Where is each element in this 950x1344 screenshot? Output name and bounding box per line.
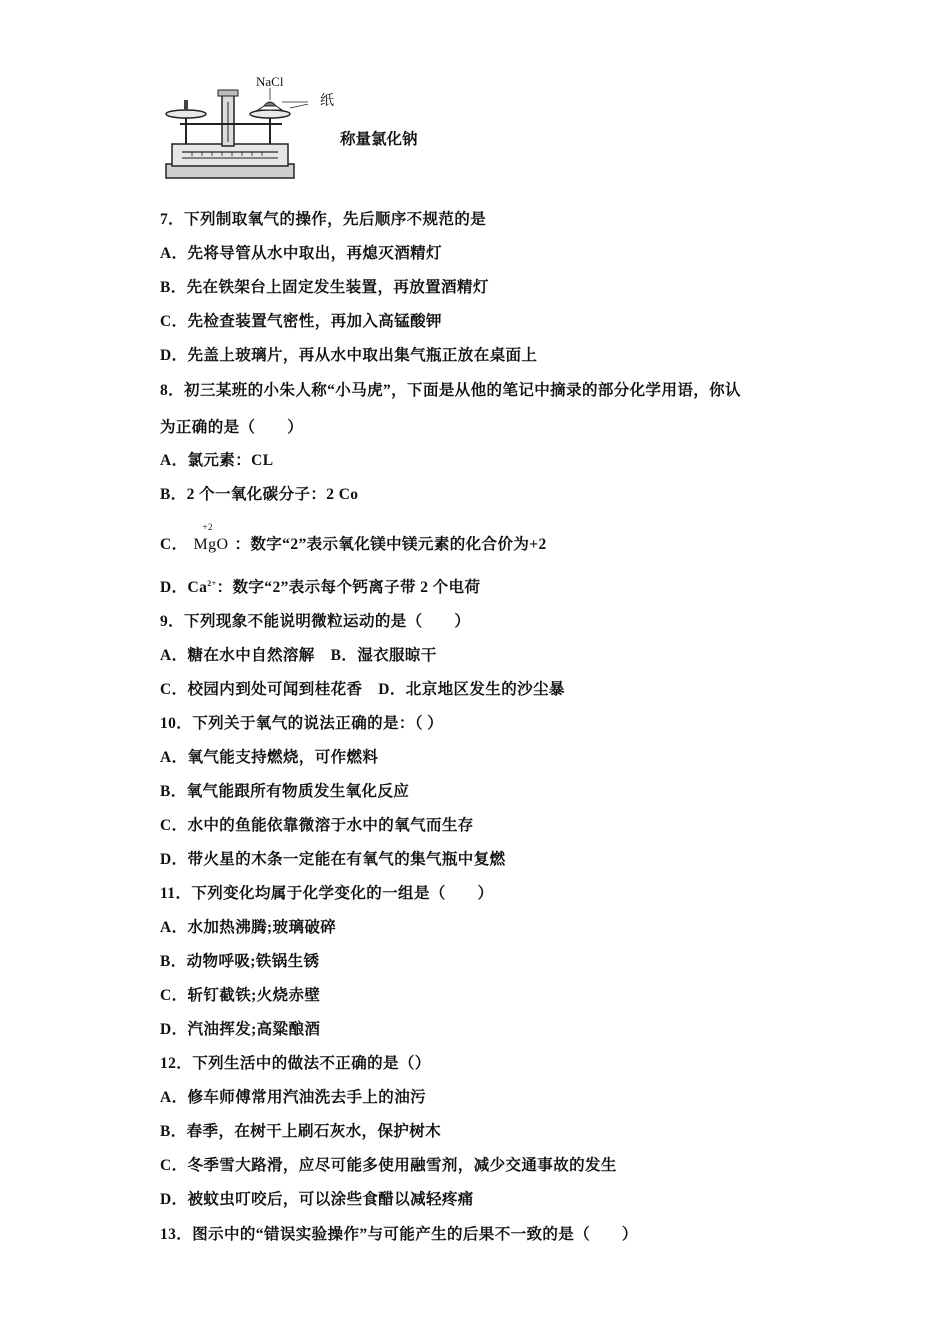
q13-stem: 13．图示中的“错误实验操作”与可能产生的后果不一致的是（ ） <box>160 1226 638 1243</box>
q10-option-b: B．氧气能跟所有物质发生氧化反应 <box>160 783 410 800</box>
nacl-label: NaCl <box>256 74 284 89</box>
q12-option-d: D．被蚊虫叮咬后，可以涂些食醋以减轻疼痛 <box>160 1191 474 1208</box>
paper-label: 纸 <box>320 94 334 109</box>
q8-c-text: ：数字“2”表示氧化镁中镁元素的化合价为+2 <box>234 536 547 553</box>
q12-option-c: C．冬季雪大路滑，应尽可能多使用融雪剂，减少交通事故的发生 <box>160 1157 617 1174</box>
q7-option-a: A．先将导管从水中取出，再熄灭酒精灯 <box>160 245 442 262</box>
q8-d-prefix: D．Ca <box>160 579 208 596</box>
q10-option-c: C．水中的鱼能依靠微溶于水中的氧气而生存 <box>160 817 474 834</box>
q11-option-b: B．动物呼吸;铁锅生锈 <box>160 953 320 970</box>
q11-stem: 11．下列变化均属于化学变化的一组是（ ） <box>160 885 494 902</box>
q9-stem: 9．下列现象不能说明微粒运动的是（ ） <box>160 613 471 630</box>
q7-option-c: C．先检查装置气密性，再加入高锰酸钾 <box>160 313 442 330</box>
oxidation-state: +2 <box>202 522 213 532</box>
q7-stem: 7．下列制取氧气的操作，先后顺序不规范的是 <box>160 211 487 228</box>
q8-option-d <box>160 578 480 598</box>
q7-option-b: B．先在铁架台上固定发生装置，再放置酒精灯 <box>160 279 489 296</box>
q10-option-a: A．氧气能支持燃烧，可作燃料 <box>160 749 379 766</box>
q7-option-d: D．先盖上玻璃片，再从水中取出集气瓶正放在桌面上 <box>160 347 538 364</box>
q8-d-text: ：数字“2”表示每个钙离子带 2 个电荷 <box>216 579 481 596</box>
q11-option-c: C．斩钉截铁;火烧赤壁 <box>160 987 321 1004</box>
mgo-formula <box>193 522 229 555</box>
balance-scale-icon <box>158 72 308 184</box>
q8-option-c <box>160 522 547 555</box>
q8-stem-line2: 为正确的是（ ） <box>160 419 304 436</box>
q12-stem: 12．下列生活中的做法不正确的是（） <box>160 1055 431 1072</box>
q12-option-b: B．春季，在树干上刷石灰水，保护树木 <box>160 1123 442 1140</box>
mgo-text: MgO <box>193 536 229 553</box>
q10-option-d: D．带火星的木条一定能在有氧气的集气瓶中复燃 <box>160 851 506 868</box>
ion-charge: 2+ <box>207 578 217 588</box>
q8-option-a: A．氯元素：CL <box>160 452 274 469</box>
figure-caption: 称量氯化钠 <box>340 131 418 148</box>
q11-option-a: A．水加热沸腾;玻璃破碎 <box>160 919 337 936</box>
q11-option-d: D．汽油挥发;高粱酿酒 <box>160 1021 321 1038</box>
balance-figure <box>158 72 458 184</box>
q8-c-prefix: C． <box>160 536 188 553</box>
q8-stem-line1: 8．初三某班的小朱人称“小马虎”，下面是从他的笔记中摘录的部分化学用语，你认 <box>160 382 741 399</box>
q9-options-ab: A．糖在水中自然溶解 B．湿衣服晾干 <box>160 647 437 664</box>
q10-stem: 10．下列关于氧气的说法正确的是：（ ） <box>160 715 444 732</box>
q9-options-cd: C．校园内到处可闻到桂花香 D．北京地区发生的沙尘暴 <box>160 681 565 698</box>
q8-option-b: B．2 个一氧化碳分子：2 Co <box>160 486 359 503</box>
q12-option-a: A．修车师傅常用汽油洗去手上的油污 <box>160 1089 426 1106</box>
